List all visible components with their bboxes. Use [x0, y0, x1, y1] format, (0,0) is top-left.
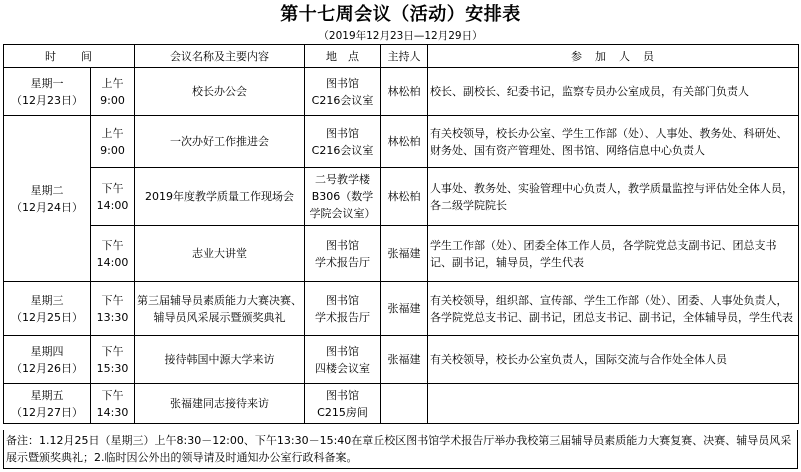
time-cell [91, 116, 135, 168]
period-label: 下午 [101, 388, 124, 402]
header-host: 主持人 [381, 45, 428, 68]
attendees-cell: 有关校领导，校长办公室负责人，国际交流与合作处全体人员 [428, 336, 799, 384]
time-label: 9:00 [100, 143, 125, 157]
time-cell [91, 384, 135, 424]
attendees-cell: 有关校领导，组织部、宣传部、学生工作部（处）、团委、人事处负责人，各学院党总支书记、副书记，团总支书记、副书记，全体辅导员，学生代表 [428, 282, 799, 336]
attendees-cell: 人事处、教务处、实验管理中心负责人，教学质量监控与评估处全体人员，各二级学院院长 [428, 168, 799, 226]
day-label: 星期一 [30, 76, 64, 90]
day-date: （12月23日） [11, 93, 83, 107]
footnote: 备注：1.12月25日（星期三）上午8:30－12:00、下午13:30－15:40在章丘校区图书馆学术报告厅举办我校第三届辅导员素质能力大赛复赛、决赛、辅导员风采展示暨颁奖典礼；2.临时因公外出的领导请及时通知办公室行政科备案。 [3, 430, 798, 469]
day-cell [4, 282, 91, 336]
header-time: 时 间 [4, 45, 135, 68]
meeting-cell: 第三届辅导员素质能力大赛决赛、辅导员风采展示暨颁奖典礼 [135, 282, 305, 336]
header-row [4, 45, 799, 68]
location-cell: 图书馆 学术报告厅 [305, 226, 381, 282]
host-cell: 林松柏 [381, 116, 428, 168]
time-label: 9:00 [100, 93, 125, 107]
day-cell [4, 384, 91, 424]
meeting-cell: 接待韩国中源大学来访 [135, 336, 305, 384]
table-row [4, 282, 799, 336]
table-row [4, 226, 799, 282]
host-cell: 张福建 [381, 336, 428, 384]
meeting-cell: 一次办好工作推进会 [135, 116, 305, 168]
host-cell: 张福建 [381, 282, 428, 336]
time-cell [91, 226, 135, 282]
time-label: 14:30 [96, 405, 129, 419]
time-cell [91, 68, 135, 116]
time-label: 13:30 [96, 310, 129, 324]
location-cell: 图书馆 四楼会议室 [305, 336, 381, 384]
host-cell: 林松柏 [381, 168, 428, 226]
location-cell: 图书馆 C216会议室 [305, 116, 381, 168]
day-cell [4, 336, 91, 384]
host-cell: 林松柏 [381, 68, 428, 116]
meeting-cell: 校长办公会 [135, 68, 305, 116]
period-label: 下午 [101, 181, 124, 195]
time-label: 14:00 [96, 198, 129, 212]
period-label: 上午 [101, 76, 124, 90]
day-label: 星期三 [30, 293, 64, 307]
location-cell: 图书馆 学术报告厅 [305, 282, 381, 336]
header-meeting: 会议名称及主要内容 [135, 45, 305, 68]
period-label: 下午 [101, 293, 124, 307]
host-cell: 张福建 [381, 226, 428, 282]
location-cell: 图书馆 C216会议室 [305, 68, 381, 116]
time-label: 15:30 [96, 361, 129, 375]
attendees-cell: 校长、副校长、纪委书记，监察专员办公室成员，有关部门负责人 [428, 68, 799, 116]
time-cell [91, 282, 135, 336]
meeting-cell: 张福建同志接待来访 [135, 384, 305, 424]
header-location: 地 点 [305, 45, 381, 68]
header-attendees: 参 加 人 员 [428, 45, 799, 68]
table-row [4, 168, 799, 226]
day-label: 星期二 [30, 183, 64, 197]
table-row [4, 384, 799, 424]
day-cell [4, 68, 91, 116]
location-cell: 二号教学楼 B306（数学学院会议室） [305, 168, 381, 226]
time-cell [91, 336, 135, 384]
attendees-cell [428, 384, 799, 424]
meeting-cell: 2019年度教学质量工作现场会 [135, 168, 305, 226]
host-cell [381, 384, 428, 424]
period-label: 下午 [101, 344, 124, 358]
time-cell [91, 168, 135, 226]
page-title: 第十七周会议（活动）安排表 [280, 4, 521, 25]
day-cell [4, 116, 91, 282]
table-row [4, 68, 799, 116]
time-label: 14:00 [96, 255, 129, 269]
day-date: （12月25日） [11, 310, 83, 324]
location-cell: 图书馆 C215房间 [305, 384, 381, 424]
day-date: （12月26日） [11, 361, 83, 375]
date-range-subtitle: （2019年12月23日—12月29日） [318, 30, 483, 42]
day-date: （12月27日） [11, 405, 83, 419]
table-row [4, 336, 799, 384]
table-row [4, 116, 799, 168]
day-label: 星期四 [30, 344, 64, 358]
schedule-table [3, 44, 799, 424]
day-date: （12月24日） [11, 200, 83, 214]
attendees-cell: 学生工作部（处）、团委全体工作人员，各学院党总支副书记、团总支书记、副书记，辅导员，学生代表 [428, 226, 799, 282]
meeting-cell: 志业大讲堂 [135, 226, 305, 282]
period-label: 上午 [101, 126, 124, 140]
attendees-cell: 有关校领导，校长办公室、学生工作部（处）、人事处、教务处、科研处、财务处、国有资产管理处、图书馆、网络信息中心负责人 [428, 116, 799, 168]
period-label: 下午 [101, 238, 124, 252]
day-label: 星期五 [30, 388, 64, 402]
